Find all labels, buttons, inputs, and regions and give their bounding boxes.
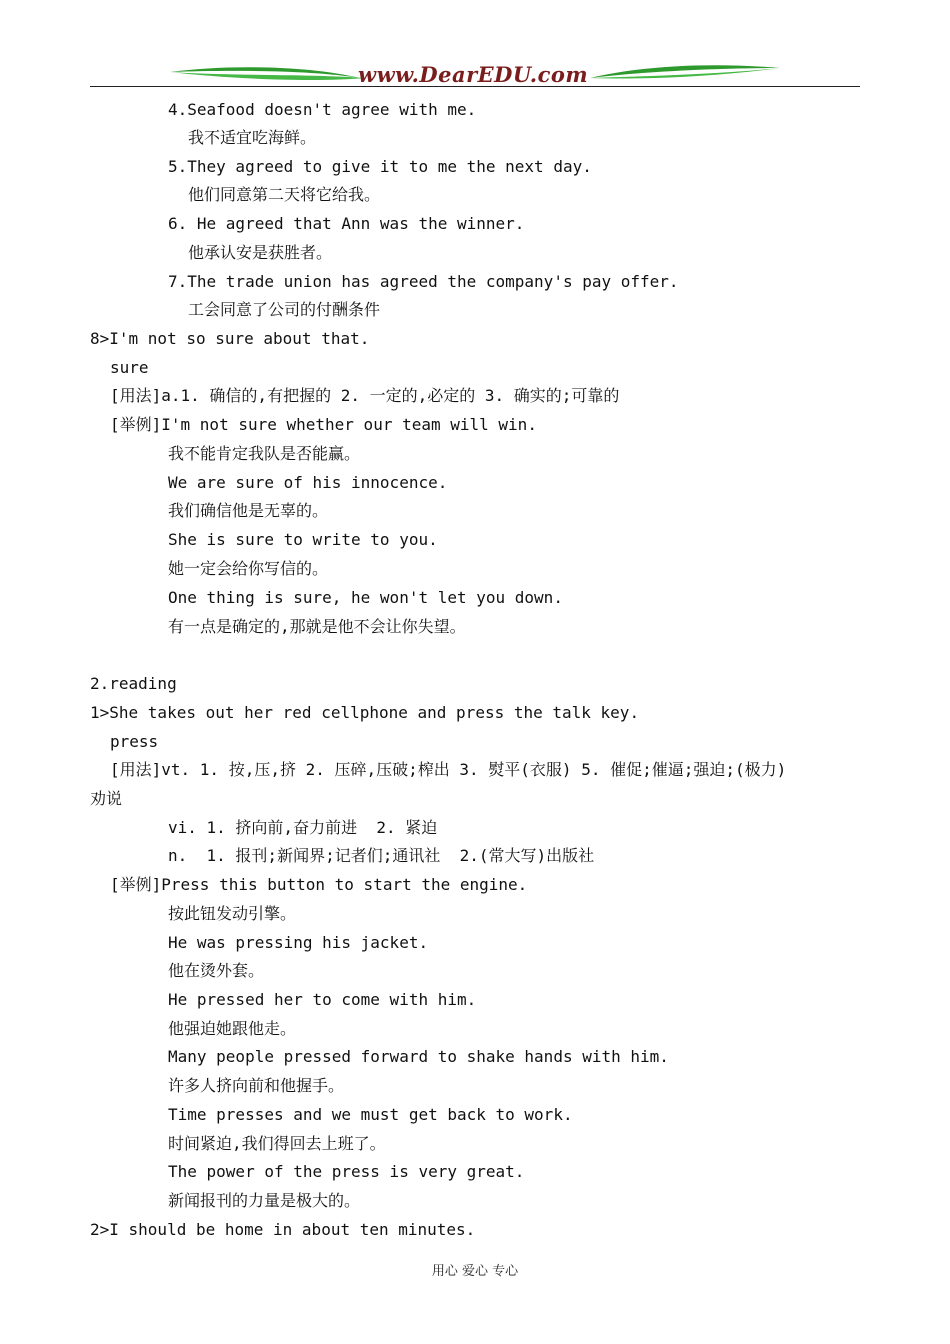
- text-line: 新闻报刊的力量是极大的。: [168, 1191, 361, 1210]
- section-heading: 2.reading: [90, 674, 177, 693]
- text-line: vi. 1. 挤向前,奋力前进 2. 紧迫: [168, 818, 438, 837]
- text-line: 我不适宜吃海鲜。: [188, 128, 317, 147]
- text-line: 7.The trade union has agreed the company's pay offer.: [168, 272, 679, 291]
- text-line: Time presses and we must get back to work.: [168, 1105, 573, 1124]
- text-line: 她一定会给你写信的。: [168, 559, 329, 578]
- text-line: 有一点是确定的,那就是他不会让你失望。: [168, 617, 466, 636]
- text-line: We are sure of his innocence.: [168, 473, 448, 492]
- text-line: 2>I should be home in about ten minutes.: [90, 1220, 476, 1239]
- text-line: 我不能肯定我队是否能赢。: [168, 444, 361, 463]
- text-line: [举例]I'm not sure whether our team will win.: [110, 415, 537, 434]
- header-site-name: www.DearEDU.com: [358, 62, 589, 87]
- text-line: sure: [110, 358, 149, 377]
- page-header: [90, 60, 860, 90]
- text-line: [用法]a.1. 确信的,有把握的 2. 一定的,必定的 3. 确实的;可靠的: [110, 386, 620, 405]
- text-line: He was pressing his jacket.: [168, 933, 429, 952]
- text-line: 时间紧迫,我们得回去上班了。: [168, 1134, 386, 1153]
- text-line: 他在烫外套。: [168, 961, 265, 980]
- text-line: 4.Seafood doesn't agree with me.: [168, 100, 477, 119]
- text-line: 他们同意第二天将它给我。: [188, 185, 381, 204]
- text-line: 按此钮发动引擎。: [168, 904, 297, 923]
- text-line: He pressed her to come with him.: [168, 990, 477, 1009]
- text-line: [举例]Press this button to start the engine.: [110, 875, 528, 894]
- page-footer: 用心 爱心 专心: [431, 1264, 519, 1279]
- text-line: 6. He agreed that Ann was the winner.: [168, 214, 525, 233]
- text-line: n. 1. 报刊;新闻界;记者们;通讯社 2.(常大写)出版社: [168, 846, 595, 865]
- text-line: [用法]vt. 1. 按,压,挤 2. 压碎,压破;榨出 3. 熨平(衣服) 5. 催促;催逼;强迫;(极力): [110, 760, 787, 779]
- text-line: 他强迫她跟他走。: [168, 1019, 297, 1038]
- header-rule: [90, 86, 860, 87]
- text-line: 我们确信他是无辜的。: [168, 501, 329, 520]
- text-line: Many people pressed forward to shake hands with him.: [168, 1047, 669, 1066]
- text-line: She is sure to write to you.: [168, 530, 438, 549]
- text-line: The power of the press is very great.: [168, 1162, 525, 1181]
- text-line: One thing is sure, he won't let you down.: [168, 588, 563, 607]
- text-line: 8>I'm not so sure about that.: [90, 329, 370, 348]
- text-line: press: [110, 732, 159, 751]
- text-line: 许多人挤向前和他握手。: [168, 1076, 345, 1095]
- text-line: 5.They agreed to give it to me the next day.: [168, 157, 592, 176]
- text-line: 劝说: [90, 789, 123, 808]
- text-line: 他承认安是获胜者。: [188, 243, 333, 262]
- text-line: 1>She takes out her red cellphone and press the talk key.: [90, 703, 640, 722]
- text-line: 工会同意了公司的付酬条件: [188, 300, 381, 319]
